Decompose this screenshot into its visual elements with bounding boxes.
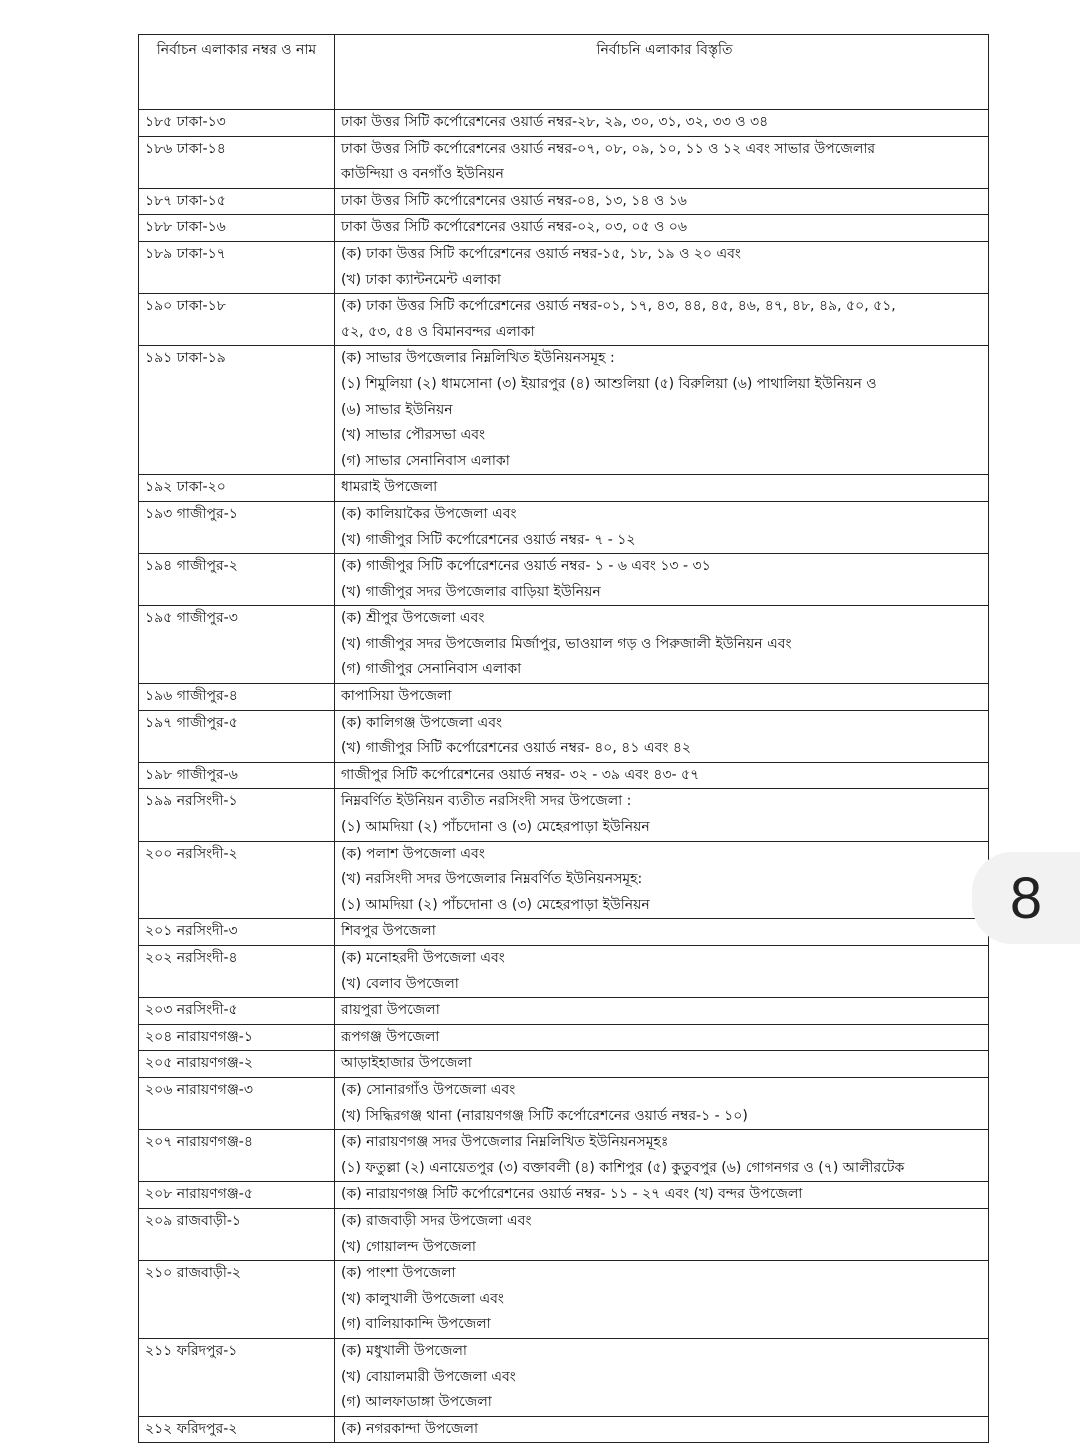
constituency-extent xyxy=(335,946,989,998)
constituency-name: ২১১ ফরিদপুর-১ xyxy=(139,1338,335,1416)
extent-line: ঢাকা উত্তর সিটি কর্পোরেশনের ওয়ার্ড নম্বর-০৭, ০৮, ০৯, ১০, ১১ ও ১২ এবং সাভার উপজেলার xyxy=(341,140,876,157)
table-row xyxy=(139,841,989,919)
constituency-name: ১৮৮ ঢাকা-১৬ xyxy=(139,215,335,242)
table-row xyxy=(139,1077,989,1129)
constituency-extent xyxy=(335,215,989,242)
constituency-name: ২০২ নরসিংদী-৪ xyxy=(139,946,335,998)
table-row xyxy=(139,1182,989,1209)
extent-line: (খ) গোয়ালন্দ উপজেলা xyxy=(341,1238,476,1255)
table-row xyxy=(139,501,989,553)
extent-line: (১) আমদিয়া (২) পাঁচদোনা ও (৩) মেহেরপাড়া ইউনিয়ন xyxy=(341,819,650,836)
extent-line: (১) ফতুল্লা (২) এনায়েতপুর (৩) বক্তাবলী (৪) কাশিপুর (৫) কুতুবপুর (৬) গোগনগর ও (৭) আলীরটেক xyxy=(341,1159,905,1176)
constituency-name: ১৯৪ গাজীপুর-২ xyxy=(139,554,335,606)
extent-line: রায়পুরা উপজেলা xyxy=(341,1002,440,1019)
extent-line: ঢাকা উত্তর সিটি কর্পোরেশনের ওয়ার্ড নম্বর-০২, ০৩, ০৫ ও ০৬ xyxy=(341,219,687,236)
constituency-name: ১৮৭ ঢাকা-১৫ xyxy=(139,188,335,215)
extent-line: (গ) বালিয়াকান্দি উপজেলা xyxy=(341,1316,491,1333)
constituency-name: ২০৩ নরসিংদী-৫ xyxy=(139,998,335,1025)
table-row xyxy=(139,294,989,346)
extent-line: (ক) নারায়ণগঞ্জ সিটি কর্পোরেশনের ওয়ার্ড নম্বর- ১১ - ২৭ এবং (খ) বন্দর উপজেলা xyxy=(341,1186,803,1203)
header-row xyxy=(139,35,989,110)
constituency-table xyxy=(138,34,989,1443)
constituency-extent xyxy=(335,606,989,684)
extent-line: (খ) সিদ্ধিরগঞ্জ থানা (নারায়ণগঞ্জ সিটি কর্পোরেশনের ওয়ার্ড নম্বর-১ - ১০) xyxy=(341,1107,748,1124)
constituency-name: ২১২ ফরিদপুর-২ xyxy=(139,1416,335,1443)
table-row xyxy=(139,946,989,998)
extent-line: (ক) গাজীপুর সিটি কর্পোরেশনের ওয়ার্ড নম্বর- ১ - ৬ এবং ১৩ - ৩১ xyxy=(341,558,711,575)
extent-line: (ক) পাংশা উপজেলা xyxy=(341,1265,456,1282)
extent-line: (ক) কালিয়াকৈর উপজেলা এবং xyxy=(341,505,517,522)
extent-line: (ক) সোনারগাঁও উপজেলা এবং xyxy=(341,1081,516,1098)
constituency-name: ২০৫ নারায়ণগঞ্জ-২ xyxy=(139,1051,335,1078)
extent-line: (ক) ঢাকা উত্তর সিটি কর্পোরেশনের ওয়ার্ড নম্বর-১৫, ১৮, ১৯ ও ২০ এবং xyxy=(341,245,741,262)
table-body xyxy=(139,110,989,1443)
extent-line: (খ) নরসিংদী সদর উপজেলার নিম্নবর্ণিত ইউনিয়নসমূহ: xyxy=(341,871,643,888)
constituency-extent xyxy=(335,789,989,841)
constituency-extent xyxy=(335,501,989,553)
table-row xyxy=(139,919,989,946)
constituency-name: ১৯০ ঢাকা-১৮ xyxy=(139,294,335,346)
extent-line: (১) শিমুলিয়া (২) ধামসোনা (৩) ইয়ারপুর (৪) আশুলিয়া (৫) বিরুলিয়া (৬) পাথালিয়া ইউনিয়ন ও xyxy=(341,375,877,392)
extent-line: (ক) মনোহরদী উপজেলা এবং xyxy=(341,950,505,966)
constituency-name: ১৯৭ গাজীপুর-৫ xyxy=(139,710,335,762)
constituency-name: ১৮৯ ঢাকা-১৭ xyxy=(139,241,335,293)
table-row xyxy=(139,346,989,475)
extent-line: (খ) গাজীপুর সদর উপজেলার বাড়িয়া ইউনিয়ন xyxy=(341,583,601,600)
constituency-extent xyxy=(335,475,989,502)
constituency-extent xyxy=(335,1208,989,1260)
constituency-extent xyxy=(335,919,989,946)
constituency-extent xyxy=(335,1261,989,1339)
extent-line: ঢাকা উত্তর সিটি কর্পোরেশনের ওয়ার্ড নম্বর-২৮, ২৯, ৩০, ৩১, ৩২, ৩৩ ও ৩৪ xyxy=(341,114,769,130)
constituency-extent xyxy=(335,136,989,188)
constituency-name: ২১০ রাজবাড়ী-২ xyxy=(139,1261,335,1339)
constituency-name: ১৮৫ ঢাকা-১৩ xyxy=(139,110,335,137)
extent-line: (ক) রাজবাড়ী সদর উপজেলা এবং xyxy=(341,1212,532,1229)
extent-line: কাপাসিয়া উপজেলা xyxy=(341,688,452,705)
extent-line: (গ) গাজীপুর সেনানিবাস এলাকা xyxy=(341,661,522,678)
constituency-name: ১৯৯ নরসিংদী-১ xyxy=(139,789,335,841)
extent-line: (ক) মধুখালী উপজেলা xyxy=(341,1342,467,1359)
constituency-extent xyxy=(335,1338,989,1416)
extent-line: (ক) পলাশ উপজেলা এবং xyxy=(341,845,485,862)
constituency-extent xyxy=(335,710,989,762)
constituency-extent xyxy=(335,554,989,606)
constituency-name: ২০৬ নারায়ণগঞ্জ-৩ xyxy=(139,1077,335,1129)
table-row xyxy=(139,475,989,502)
table-row xyxy=(139,1261,989,1339)
extent-line: (খ) বেলাব উপজেলা xyxy=(341,975,459,992)
extent-line: (খ) সাভার পৌরসভা এবং xyxy=(341,427,486,444)
constituency-extent xyxy=(335,1182,989,1209)
constituency-name: ২০১ নরসিংদী-৩ xyxy=(139,919,335,946)
constituency-extent xyxy=(335,841,989,919)
constituency-extent xyxy=(335,1024,989,1051)
constituency-name: ১৯৬ গাজীপুর-৪ xyxy=(139,684,335,711)
extent-line: (খ) কালুখালী উপজেলা এবং xyxy=(341,1290,504,1307)
table-row xyxy=(139,606,989,684)
constituency-extent xyxy=(335,1077,989,1129)
extent-line: (খ) গাজীপুর সিটি কর্পোরেশনের ওয়ার্ড নম্বর- ৪০, ৪১ এবং ৪২ xyxy=(341,740,692,757)
extent-line: আড়াইহাজার উপজেলা xyxy=(341,1055,472,1072)
constituency-extent xyxy=(335,1051,989,1078)
table-row xyxy=(139,1130,989,1182)
table-row xyxy=(139,188,989,215)
table-row xyxy=(139,1208,989,1260)
table-row xyxy=(139,684,989,711)
constituency-name: ২০৪ নারায়ণগঞ্জ-১ xyxy=(139,1024,335,1051)
extent-line: (ক) সাভার উপজেলার নিম্নলিখিত ইউনিয়নসমূহ : xyxy=(341,350,615,367)
extent-line: (খ) গাজীপুর সিটি কর্পোরেশনের ওয়ার্ড নম্বর- ৭ - ১২ xyxy=(341,531,636,548)
constituency-extent xyxy=(335,762,989,789)
table-row xyxy=(139,136,989,188)
table-row xyxy=(139,215,989,242)
extent-line: (ক) শ্রীপুর উপজেলা এবং xyxy=(341,610,485,627)
constituency-name: ২০৮ নারায়ণগঞ্জ-৫ xyxy=(139,1182,335,1209)
table-row xyxy=(139,1051,989,1078)
table-row xyxy=(139,710,989,762)
constituency-name: ২০৯ রাজবাড়ী-১ xyxy=(139,1208,335,1260)
table-row xyxy=(139,554,989,606)
extent-line: কাউন্দিয়া ও বনগাঁও ইউনিয়ন xyxy=(341,166,504,183)
extent-line: ৫২, ৫৩, ৫৪ ও বিমানবন্দর এলাকা xyxy=(341,323,535,340)
extent-line: শিবপুর উপজেলা xyxy=(341,923,436,940)
header-constituency-extent: নির্বাচনি এলাকার বিস্তৃতি xyxy=(335,35,989,110)
extent-line: (খ) ঢাকা ক্যান্টনমেন্ট এলাকা xyxy=(341,271,501,288)
extent-line: ধামরাই উপজেলা xyxy=(341,479,438,496)
constituency-extent xyxy=(335,346,989,475)
page-number-badge: 8 xyxy=(972,852,1080,944)
table-row xyxy=(139,1416,989,1443)
constituency-extent xyxy=(335,998,989,1025)
constituency-extent xyxy=(335,241,989,293)
extent-line: (গ) আলফাডাঙ্গা উপজেলা xyxy=(341,1394,492,1411)
extent-line: (ক) কালিগঞ্জ উপজেলা এবং xyxy=(341,714,503,731)
extent-line: (খ) গাজীপুর সদর উপজেলার মির্জাপুর, ভাওয়াল গড় ও পিরুজালী ইউনিয়ন এবং xyxy=(341,635,792,652)
extent-line: রূপগঞ্জ উপজেলা xyxy=(341,1028,440,1045)
extent-line: (৬) সাভার ইউনিয়ন xyxy=(341,401,453,418)
table-row xyxy=(139,241,989,293)
table-row xyxy=(139,1024,989,1051)
constituency-extent xyxy=(335,110,989,137)
extent-line: ঢাকা উত্তর সিটি কর্পোরেশনের ওয়ার্ড নম্বর-০৪, ১৩, ১৪ ও ১৬ xyxy=(341,192,687,209)
constituency-name: ১৯৫ গাজীপুর-৩ xyxy=(139,606,335,684)
constituency-extent xyxy=(335,684,989,711)
extent-line: (খ) বোয়ালমারী উপজেলা এবং xyxy=(341,1368,516,1385)
extent-line: গাজীপুর সিটি কর্পোরেশনের ওয়ার্ড নম্বর- ৩২ - ৩৯ এবং ৪৩- ৫৭ xyxy=(341,766,700,783)
table-row xyxy=(139,789,989,841)
table-header xyxy=(139,35,989,110)
constituency-extent xyxy=(335,1416,989,1443)
constituency-name: ১৯২ ঢাকা-২০ xyxy=(139,475,335,502)
constituency-name: ১৯৩ গাজীপুর-১ xyxy=(139,501,335,553)
extent-line: নিম্নবর্ণিত ইউনিয়ন ব্যতীত নরসিংদী সদর উপজেলা : xyxy=(341,793,632,810)
extent-line: (১) আমদিয়া (২) পাঁচদোনা ও (৩) মেহেরপাড়া ইউনিয়ন xyxy=(341,896,650,913)
constituency-name: ১৮৬ ঢাকা-১৪ xyxy=(139,136,335,188)
constituency-extent xyxy=(335,188,989,215)
extent-line: (গ) সাভার সেনানিবাস এলাকা xyxy=(341,452,510,469)
extent-line: (ক) ঢাকা উত্তর সিটি কর্পোরেশনের ওয়ার্ড নম্বর-০১, ১৭, ৪৩, ৪৪, ৪৫, ৪৬, ৪৭, ৪৮, ৪৯, ৫০, ৫১, xyxy=(341,298,896,315)
table-row xyxy=(139,762,989,789)
table-row xyxy=(139,998,989,1025)
constituency-name: ১৯৮ গাজীপুর-৬ xyxy=(139,762,335,789)
extent-line: (ক) নগরকান্দা উপজেলা xyxy=(341,1420,479,1437)
table-row xyxy=(139,1338,989,1416)
constituency-name: ২০০ নরসিংদী-২ xyxy=(139,841,335,919)
extent-line: (ক) নারায়ণগঞ্জ সদর উপজেলার নিম্নলিখিত ইউনিয়নসমূহঃ xyxy=(341,1134,669,1151)
constituency-name: ১৯১ ঢাকা-১৯ xyxy=(139,346,335,475)
constituency-name: ২০৭ নারায়ণগঞ্জ-৪ xyxy=(139,1130,335,1182)
header-constituency-number-name: নির্বাচন এলাকার নম্বর ও নাম xyxy=(139,35,335,110)
table-row xyxy=(139,110,989,137)
constituency-extent xyxy=(335,1130,989,1182)
constituency-extent xyxy=(335,294,989,346)
